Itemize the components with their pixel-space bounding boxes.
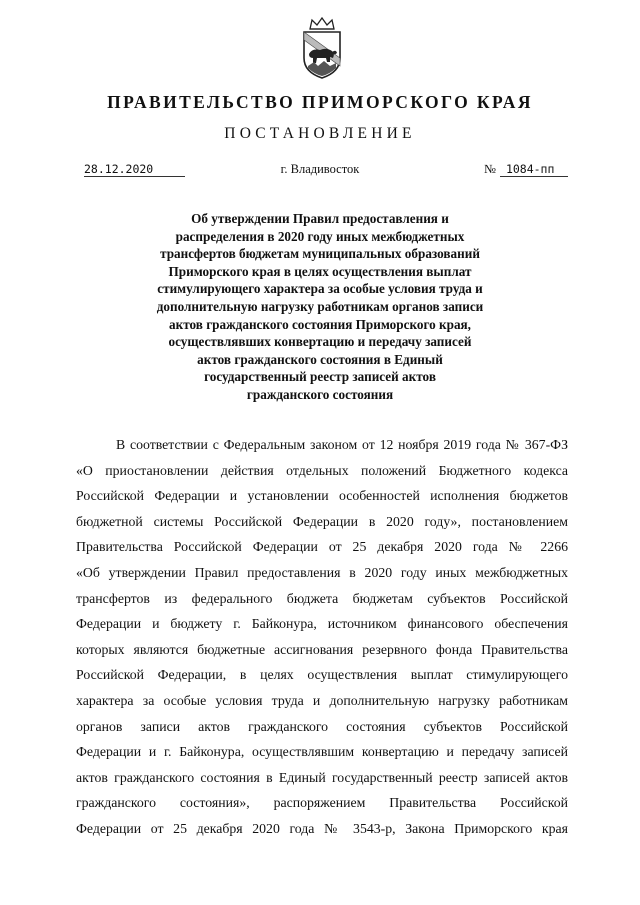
body-line: Правительства Российской Федерации от 25 декабря 2020 года № 2266 [76, 539, 568, 555]
subject-line: актов гражданского состояния Приморского края, [169, 316, 471, 332]
subject-line: государственный реестр записей актов [204, 369, 436, 385]
body-line: В соответствии с Федеральным законом от 12 ноября 2019 года № 367-ФЗ [116, 437, 568, 452]
subject-line: гражданского состояния [246, 386, 394, 402]
number-label: № [484, 162, 496, 176]
body-line: Федерации и г. Байконура, осуществлявшим конвертацию и передачу записей [76, 744, 568, 760]
subject-line: осуществлявших конвертацию и передачу записей [168, 334, 472, 350]
subject-line: стимулирующего характера за особые условия труда и [157, 281, 483, 297]
document-number [484, 162, 568, 177]
body-line: Российской Федерации и установлении особенностей исполнения бюджетов [76, 488, 568, 504]
body-line: органов записи актов гражданского состояния субъектов Российской [76, 718, 568, 734]
body-line: Федерации и бюджету г. Байконура, источником финансового обеспечения [76, 616, 568, 632]
body-line: которых являются бюджетные ассигнования резервного фонда Правительства [76, 641, 568, 657]
body-line: характера за особые условия труда и дополнительную нагрузку работникам [76, 692, 568, 708]
document-date: 28.12.2020 [84, 162, 185, 177]
subject-line: распределения в 2020 году иных межбюджетных [175, 228, 465, 244]
body-line: «Об утверждении Правил предоставления в 2020 году иных межбюджетных [76, 564, 568, 580]
body-line: Российской Федерации, в целях осуществления выплат стимулирующего [76, 667, 568, 683]
body-line: трансфертов из федерального бюджета бюджетам субъектов Российской [76, 590, 568, 606]
document-city: г. Владивосток [280, 162, 360, 176]
body-line: актов гражданского состояния в Единый государственный реестр записей актов [76, 769, 568, 785]
document-type: ПОСТАНОВЛЕНИЕ [224, 125, 416, 142]
subject-line: Об утверждении Правил предоставления и [191, 211, 449, 226]
coat-of-arms-icon [296, 16, 348, 82]
government-title: ПРАВИТЕЛЬСТВО ПРИМОРСКОГО КРАЯ [107, 92, 533, 112]
subject-line: Приморского края в целях осуществления выплат [168, 263, 472, 279]
body-line: «О приостановлении действия отдельных положений Бюджетного кодекса [76, 462, 568, 478]
subject-line: дополнительную нагрузку работникам органов записи [156, 298, 484, 314]
number-value: 1084-пп [500, 162, 568, 177]
body-line: Федерации от 25 декабря 2020 года № 3543-р, Закона Приморского края [76, 820, 568, 836]
body-line: бюджетной системы Российской Федерации в 2020 году», постановлением [76, 513, 568, 529]
subject-line: трансфертов бюджетам муниципальных образований [160, 246, 480, 262]
document-body [76, 432, 568, 842]
body-line: гражданского состояния», распоряжением Правительства Российской [76, 795, 568, 811]
subject-line: актов гражданского состояния в Единый [197, 351, 443, 367]
document-subject [130, 210, 510, 404]
